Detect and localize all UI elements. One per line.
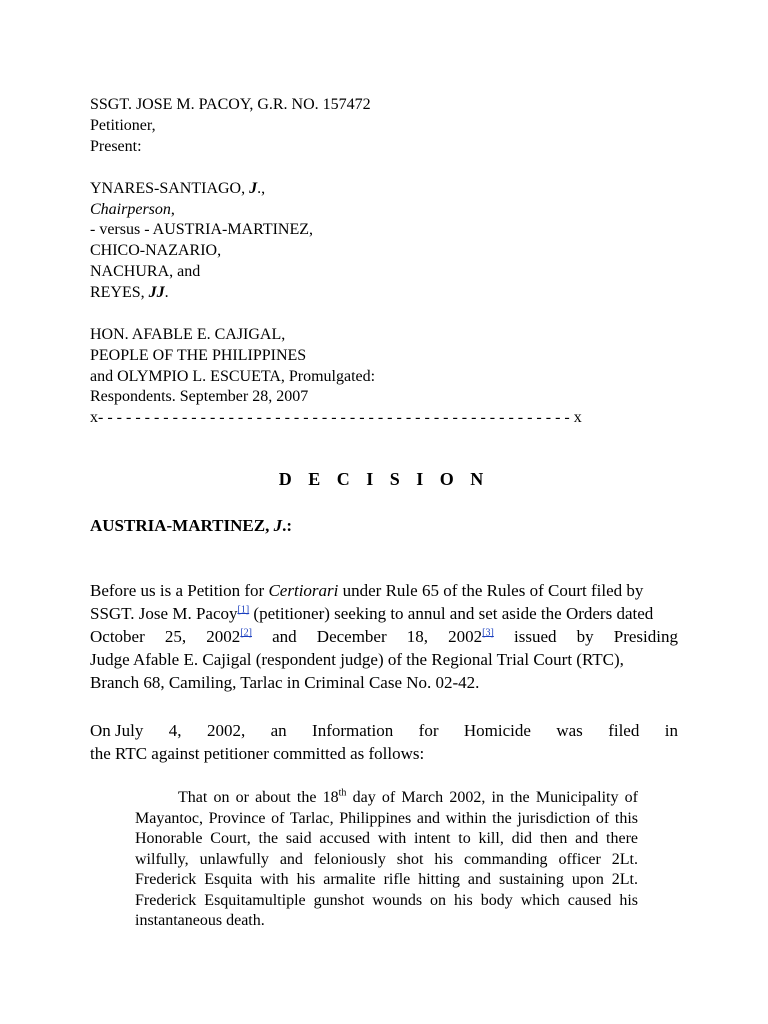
author-line bbox=[90, 516, 292, 536]
paragraph-2 bbox=[90, 719, 678, 765]
p2-word: 4, bbox=[168, 721, 182, 740]
caption-separator: x- - - - - - - - - - - - - - - - - - - - - - - - - - - - - - - - - - - - - - - - - - - - - - - - - - - x bbox=[90, 409, 582, 426]
certiorari-term: Certiorari bbox=[268, 581, 339, 600]
p2-word: for bbox=[418, 721, 439, 740]
p1-word: October bbox=[90, 627, 145, 646]
chairperson-tail: , bbox=[170, 201, 175, 218]
p1-word: Presiding bbox=[613, 627, 678, 646]
footnote-link-3[interactable]: [3] bbox=[482, 627, 494, 639]
p1-word: 2002[2] bbox=[206, 627, 252, 646]
p1-word: 25, bbox=[164, 627, 187, 646]
chairperson-label: Chairperson bbox=[90, 201, 171, 218]
p1-word: December bbox=[316, 627, 387, 646]
decision-title: D E C I S I O N bbox=[278, 469, 490, 489]
p2-word: in bbox=[664, 721, 678, 740]
versus-line: - versus - AUSTRIA-MARTINEZ, bbox=[90, 221, 314, 238]
paragraph-1-line-2 bbox=[90, 602, 678, 625]
petitioner-label: Petitioner, bbox=[90, 117, 156, 134]
justice-5-tail: . bbox=[164, 284, 169, 301]
p2-word: Homicide bbox=[463, 721, 531, 740]
respondent-1: HON. AFABLE E. CAJIGAL, bbox=[90, 326, 286, 343]
paragraph-2-line-1 bbox=[90, 719, 678, 742]
justice-1-tail: ., bbox=[257, 180, 266, 197]
justice-5-line bbox=[90, 282, 169, 303]
respondent-3: and OLYMPIO L. ESCUETA, Promulgated: bbox=[90, 368, 376, 385]
paragraph-1-line-4 bbox=[90, 648, 678, 671]
p2-word: On July bbox=[90, 721, 144, 740]
respondents-date: Respondents. September 28, 2007 bbox=[90, 388, 309, 405]
p2-word: filed bbox=[608, 721, 640, 740]
p1-text: Judge Afable E. Cajigal (respondent judge) of the Regional Trial Court (RTC), bbox=[90, 650, 624, 669]
information-quote: That on or about the 18th day of March 2002, in the Municipality of Mayantoc, Province of Tarlac, Philippines and within the jurisdiction of this Honorable Court, the said accused with intent to kill, did then and there wilfully, unlawfully and feloniously shot his commanding officer 2Lt. Frederick Esquita with his armalite rifle hitting and sustaining upon 2Lt. Frederick Esquitamultiple gunshot wounds on his body which caused his instantaneous death. bbox=[135, 787, 638, 929]
p2-word: an bbox=[270, 721, 287, 740]
justice-5-name: REYES, bbox=[90, 284, 149, 301]
justice-1-line bbox=[90, 178, 265, 199]
author-suffix: J bbox=[273, 516, 283, 535]
p1-text: Before us is a Petition for Certiorari under Rule 65 of the Rules of Court filed by bbox=[90, 581, 644, 600]
footnote-link-1[interactable]: [1] bbox=[237, 604, 250, 616]
ordinal-suffix: th bbox=[338, 787, 347, 799]
paragraph-1-line-3 bbox=[90, 625, 678, 648]
justice-5-suffix: JJ bbox=[148, 284, 165, 301]
chairperson-line bbox=[90, 199, 175, 220]
author-name: AUSTRIA-MARTINEZ, bbox=[90, 516, 274, 535]
p2-word: Information bbox=[312, 721, 394, 740]
footnote-link-2[interactable]: [2] bbox=[240, 627, 252, 639]
justice-1-suffix: J bbox=[249, 180, 258, 197]
p1-word: issued bbox=[513, 627, 557, 646]
p2-word: was bbox=[556, 721, 583, 740]
author-tail: .: bbox=[282, 516, 293, 535]
p1-word: 18, bbox=[406, 627, 429, 646]
paragraph-2-line-2: the RTC against petitioner committed as follows: bbox=[90, 744, 425, 763]
p1-word: and bbox=[272, 627, 297, 646]
petitioner-line: SSGT. JOSE M. PACOY, G.R. NO. 157472 bbox=[90, 96, 371, 113]
paragraph-1-line-5: Branch 68, Camiling, Tarlac in Criminal Case No. 02-42. bbox=[90, 673, 480, 692]
present-label: Present: bbox=[90, 138, 142, 155]
paragraph-1-line-1 bbox=[90, 579, 678, 602]
p1-word: 2002[3] bbox=[448, 627, 494, 646]
p1-text: SSGT. Jose M. Pacoy[1] (petitioner) seeking to annul and set aside the Orders dated bbox=[90, 604, 654, 623]
justice-1-name: YNARES-SANTIAGO, bbox=[90, 180, 250, 197]
p2-word: 2002, bbox=[206, 721, 246, 740]
justice-3: CHICO-NAZARIO, bbox=[90, 242, 222, 259]
justice-4: NACHURA, and bbox=[90, 263, 201, 280]
p1-word: by bbox=[576, 627, 594, 646]
respondent-2: PEOPLE OF THE PHILIPPINES bbox=[90, 347, 307, 364]
paragraph-1 bbox=[90, 579, 678, 694]
